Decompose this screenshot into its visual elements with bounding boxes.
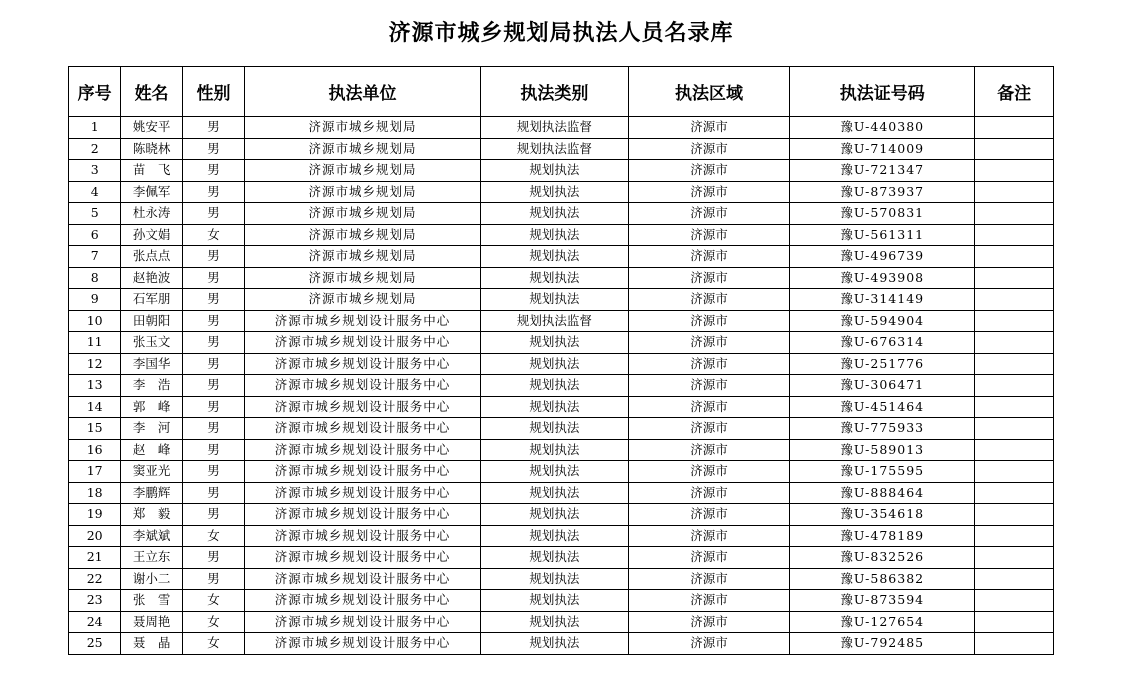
table-row <box>69 246 1054 268</box>
cell-cert: 豫U-478189 <box>790 525 975 547</box>
cell-gender: 女 <box>182 611 244 633</box>
cell-gender: 男 <box>182 418 244 440</box>
table-row <box>69 332 1054 354</box>
cell-gender: 男 <box>182 461 244 483</box>
cell-gender: 男 <box>182 375 244 397</box>
cell-name: 孙文娟 <box>121 224 182 246</box>
cell-name: 窦亚光 <box>121 461 182 483</box>
cell-name: 聂周艳 <box>121 611 182 633</box>
cell-name: 陈晓林 <box>121 138 182 160</box>
cell-note <box>975 525 1054 547</box>
cell-unit: 济源市城乡规划设计服务中心 <box>245 590 481 612</box>
cell-unit: 济源市城乡规划局 <box>245 224 481 246</box>
cell-no: 15 <box>69 418 121 440</box>
cell-cert: 豫U-775933 <box>790 418 975 440</box>
cell-cert: 豫U-561311 <box>790 224 975 246</box>
cell-gender: 男 <box>182 160 244 182</box>
cell-unit: 济源市城乡规划局 <box>245 138 481 160</box>
table-row <box>69 633 1054 655</box>
cell-type: 规划执法 <box>480 590 628 612</box>
cell-unit: 济源市城乡规划设计服务中心 <box>245 633 481 655</box>
cell-area: 济源市 <box>628 504 789 526</box>
cell-unit: 济源市城乡规划设计服务中心 <box>245 504 481 526</box>
header-unit: 执法单位 <box>245 67 481 117</box>
cell-cert: 豫U-589013 <box>790 439 975 461</box>
cell-unit: 济源市城乡规划设计服务中心 <box>245 310 481 332</box>
cell-gender: 男 <box>182 117 244 139</box>
cell-name: 李国华 <box>121 353 182 375</box>
cell-gender: 男 <box>182 547 244 569</box>
cell-area: 济源市 <box>628 181 789 203</box>
cell-name: 郑 毅 <box>121 504 182 526</box>
cell-name: 李鹏辉 <box>121 482 182 504</box>
cell-type: 规划执法 <box>480 353 628 375</box>
cell-area: 济源市 <box>628 224 789 246</box>
cell-area: 济源市 <box>628 547 789 569</box>
cell-name: 李斌斌 <box>121 525 182 547</box>
cell-type: 规划执法 <box>480 418 628 440</box>
header-name: 姓名 <box>121 67 182 117</box>
cell-type: 规划执法 <box>480 203 628 225</box>
cell-unit: 济源市城乡规划设计服务中心 <box>245 396 481 418</box>
cell-name: 张 雪 <box>121 590 182 612</box>
personnel-table <box>68 66 1054 655</box>
table-row <box>69 439 1054 461</box>
cell-area: 济源市 <box>628 611 789 633</box>
cell-unit: 济源市城乡规划局 <box>245 246 481 268</box>
cell-cert: 豫U-570831 <box>790 203 975 225</box>
cell-note <box>975 590 1054 612</box>
cell-note <box>975 375 1054 397</box>
table-row <box>69 117 1054 139</box>
cell-cert: 豫U-440380 <box>790 117 975 139</box>
cell-cert: 豫U-251776 <box>790 353 975 375</box>
cell-type: 规划执法 <box>480 181 628 203</box>
cell-note <box>975 439 1054 461</box>
cell-cert: 豫U-792485 <box>790 633 975 655</box>
cell-area: 济源市 <box>628 246 789 268</box>
cell-type: 规划执法 <box>480 461 628 483</box>
cell-area: 济源市 <box>628 332 789 354</box>
cell-unit: 济源市城乡规划局 <box>245 160 481 182</box>
cell-area: 济源市 <box>628 267 789 289</box>
cell-note <box>975 224 1054 246</box>
table-body <box>69 117 1054 655</box>
cell-cert: 豫U-493908 <box>790 267 975 289</box>
cell-no: 20 <box>69 525 121 547</box>
header-type: 执法类别 <box>480 67 628 117</box>
cell-area: 济源市 <box>628 289 789 311</box>
cell-name: 张点点 <box>121 246 182 268</box>
header-note: 备注 <box>975 67 1054 117</box>
cell-unit: 济源市城乡规划设计服务中心 <box>245 375 481 397</box>
cell-gender: 男 <box>182 568 244 590</box>
table-row <box>69 203 1054 225</box>
cell-unit: 济源市城乡规划设计服务中心 <box>245 611 481 633</box>
cell-no: 12 <box>69 353 121 375</box>
cell-name: 杜永涛 <box>121 203 182 225</box>
cell-type: 规划执法 <box>480 482 628 504</box>
cell-area: 济源市 <box>628 461 789 483</box>
table-row <box>69 267 1054 289</box>
cell-gender: 男 <box>182 504 244 526</box>
cell-type: 规划执法 <box>480 633 628 655</box>
cell-note <box>975 117 1054 139</box>
cell-gender: 男 <box>182 310 244 332</box>
cell-cert: 豫U-451464 <box>790 396 975 418</box>
table-row <box>69 353 1054 375</box>
cell-cert: 豫U-314149 <box>790 289 975 311</box>
cell-note <box>975 568 1054 590</box>
cell-name: 赵 峰 <box>121 439 182 461</box>
header-cert: 执法证号码 <box>790 67 975 117</box>
cell-no: 4 <box>69 181 121 203</box>
cell-cert: 豫U-586382 <box>790 568 975 590</box>
cell-gender: 男 <box>182 181 244 203</box>
cell-no: 5 <box>69 203 121 225</box>
table-header-row <box>69 67 1054 117</box>
cell-name: 谢小二 <box>121 568 182 590</box>
table-row <box>69 568 1054 590</box>
cell-note <box>975 461 1054 483</box>
cell-cert: 豫U-832526 <box>790 547 975 569</box>
cell-name: 李佩军 <box>121 181 182 203</box>
cell-note <box>975 482 1054 504</box>
page-title: 济源市城乡规划局执法人员名录库 <box>388 20 734 46</box>
cell-no: 1 <box>69 117 121 139</box>
cell-gender: 男 <box>182 332 244 354</box>
table-row <box>69 590 1054 612</box>
cell-area: 济源市 <box>628 568 789 590</box>
cell-no: 7 <box>69 246 121 268</box>
cell-type: 规划执法监督 <box>480 138 628 160</box>
cell-unit: 济源市城乡规划设计服务中心 <box>245 353 481 375</box>
cell-area: 济源市 <box>628 203 789 225</box>
cell-name: 石军朋 <box>121 289 182 311</box>
cell-area: 济源市 <box>628 439 789 461</box>
cell-cert: 豫U-888464 <box>790 482 975 504</box>
cell-no: 6 <box>69 224 121 246</box>
cell-no: 21 <box>69 547 121 569</box>
cell-type: 规划执法 <box>480 289 628 311</box>
cell-note <box>975 332 1054 354</box>
cell-gender: 男 <box>182 439 244 461</box>
cell-no: 23 <box>69 590 121 612</box>
cell-area: 济源市 <box>628 138 789 160</box>
cell-type: 规划执法 <box>480 160 628 182</box>
cell-no: 19 <box>69 504 121 526</box>
table-row <box>69 289 1054 311</box>
cell-area: 济源市 <box>628 353 789 375</box>
cell-name: 李 河 <box>121 418 182 440</box>
cell-type: 规划执法 <box>480 375 628 397</box>
cell-no: 10 <box>69 310 121 332</box>
cell-name: 聂 晶 <box>121 633 182 655</box>
cell-note <box>975 203 1054 225</box>
cell-no: 8 <box>69 267 121 289</box>
cell-unit: 济源市城乡规划设计服务中心 <box>245 332 481 354</box>
cell-note <box>975 181 1054 203</box>
cell-cert: 豫U-127654 <box>790 611 975 633</box>
cell-note <box>975 611 1054 633</box>
table-row <box>69 418 1054 440</box>
cell-gender: 男 <box>182 246 244 268</box>
cell-type: 规划执法监督 <box>480 310 628 332</box>
cell-note <box>975 160 1054 182</box>
cell-unit: 济源市城乡规划局 <box>245 117 481 139</box>
cell-note <box>975 396 1054 418</box>
cell-type: 规划执法 <box>480 611 628 633</box>
cell-area: 济源市 <box>628 525 789 547</box>
cell-no: 24 <box>69 611 121 633</box>
cell-cert: 豫U-873937 <box>790 181 975 203</box>
table-row <box>69 181 1054 203</box>
cell-note <box>975 289 1054 311</box>
table-row <box>69 224 1054 246</box>
cell-unit: 济源市城乡规划局 <box>245 181 481 203</box>
cell-no: 13 <box>69 375 121 397</box>
cell-name: 姚安平 <box>121 117 182 139</box>
cell-unit: 济源市城乡规划局 <box>245 289 481 311</box>
cell-cert: 豫U-496739 <box>790 246 975 268</box>
header-area: 执法区域 <box>628 67 789 117</box>
table-row <box>69 611 1054 633</box>
cell-type: 规划执法 <box>480 332 628 354</box>
cell-type: 规划执法 <box>480 525 628 547</box>
cell-gender: 女 <box>182 633 244 655</box>
cell-no: 3 <box>69 160 121 182</box>
cell-type: 规划执法 <box>480 224 628 246</box>
cell-name: 苗 飞 <box>121 160 182 182</box>
cell-unit: 济源市城乡规划局 <box>245 267 481 289</box>
cell-area: 济源市 <box>628 633 789 655</box>
cell-unit: 济源市城乡规划设计服务中心 <box>245 568 481 590</box>
cell-area: 济源市 <box>628 590 789 612</box>
cell-note <box>975 310 1054 332</box>
cell-note <box>975 353 1054 375</box>
cell-unit: 济源市城乡规划设计服务中心 <box>245 482 481 504</box>
cell-area: 济源市 <box>628 482 789 504</box>
cell-cert: 豫U-721347 <box>790 160 975 182</box>
cell-note <box>975 138 1054 160</box>
table-row <box>69 396 1054 418</box>
table-row <box>69 482 1054 504</box>
cell-area: 济源市 <box>628 310 789 332</box>
cell-name: 田朝阳 <box>121 310 182 332</box>
cell-cert: 豫U-714009 <box>790 138 975 160</box>
cell-no: 17 <box>69 461 121 483</box>
cell-cert: 豫U-676314 <box>790 332 975 354</box>
cell-name: 张玉文 <box>121 332 182 354</box>
cell-unit: 济源市城乡规划设计服务中心 <box>245 525 481 547</box>
cell-unit: 济源市城乡规划设计服务中心 <box>245 418 481 440</box>
table-row <box>69 547 1054 569</box>
table-row <box>69 504 1054 526</box>
cell-no: 16 <box>69 439 121 461</box>
table-row <box>69 138 1054 160</box>
cell-gender: 男 <box>182 289 244 311</box>
cell-area: 济源市 <box>628 418 789 440</box>
cell-unit: 济源市城乡规划局 <box>245 203 481 225</box>
cell-no: 25 <box>69 633 121 655</box>
cell-no: 11 <box>69 332 121 354</box>
cell-no: 14 <box>69 396 121 418</box>
cell-unit: 济源市城乡规划设计服务中心 <box>245 439 481 461</box>
table-row <box>69 160 1054 182</box>
cell-cert: 豫U-306471 <box>790 375 975 397</box>
cell-note <box>975 267 1054 289</box>
cell-cert: 豫U-175595 <box>790 461 975 483</box>
cell-type: 规划执法 <box>480 504 628 526</box>
cell-gender: 女 <box>182 590 244 612</box>
cell-type: 规划执法 <box>480 246 628 268</box>
cell-gender: 女 <box>182 525 244 547</box>
cell-no: 18 <box>69 482 121 504</box>
cell-name: 王立东 <box>121 547 182 569</box>
header-no: 序号 <box>69 67 121 117</box>
cell-gender: 男 <box>182 138 244 160</box>
cell-note <box>975 418 1054 440</box>
cell-no: 2 <box>69 138 121 160</box>
cell-area: 济源市 <box>628 375 789 397</box>
cell-area: 济源市 <box>628 117 789 139</box>
cell-cert: 豫U-354618 <box>790 504 975 526</box>
cell-note <box>975 633 1054 655</box>
cell-note <box>975 504 1054 526</box>
cell-no: 22 <box>69 568 121 590</box>
cell-type: 规划执法 <box>480 439 628 461</box>
cell-gender: 男 <box>182 267 244 289</box>
cell-gender: 男 <box>182 396 244 418</box>
cell-type: 规划执法 <box>480 267 628 289</box>
cell-cert: 豫U-873594 <box>790 590 975 612</box>
table-row <box>69 375 1054 397</box>
table-row <box>69 310 1054 332</box>
cell-gender: 女 <box>182 224 244 246</box>
cell-type: 规划执法 <box>480 568 628 590</box>
cell-gender: 男 <box>182 353 244 375</box>
cell-no: 9 <box>69 289 121 311</box>
table-row <box>69 525 1054 547</box>
cell-type: 规划执法 <box>480 547 628 569</box>
header-gender: 性别 <box>182 67 244 117</box>
cell-note <box>975 547 1054 569</box>
cell-area: 济源市 <box>628 396 789 418</box>
cell-type: 规划执法 <box>480 396 628 418</box>
cell-cert: 豫U-594904 <box>790 310 975 332</box>
cell-unit: 济源市城乡规划设计服务中心 <box>245 547 481 569</box>
cell-name: 赵艳波 <box>121 267 182 289</box>
table-row <box>69 461 1054 483</box>
cell-name: 郭 峰 <box>121 396 182 418</box>
cell-gender: 男 <box>182 203 244 225</box>
cell-unit: 济源市城乡规划设计服务中心 <box>245 461 481 483</box>
cell-gender: 男 <box>182 482 244 504</box>
cell-name: 李 浩 <box>121 375 182 397</box>
cell-note <box>975 246 1054 268</box>
cell-area: 济源市 <box>628 160 789 182</box>
cell-type: 规划执法监督 <box>480 117 628 139</box>
